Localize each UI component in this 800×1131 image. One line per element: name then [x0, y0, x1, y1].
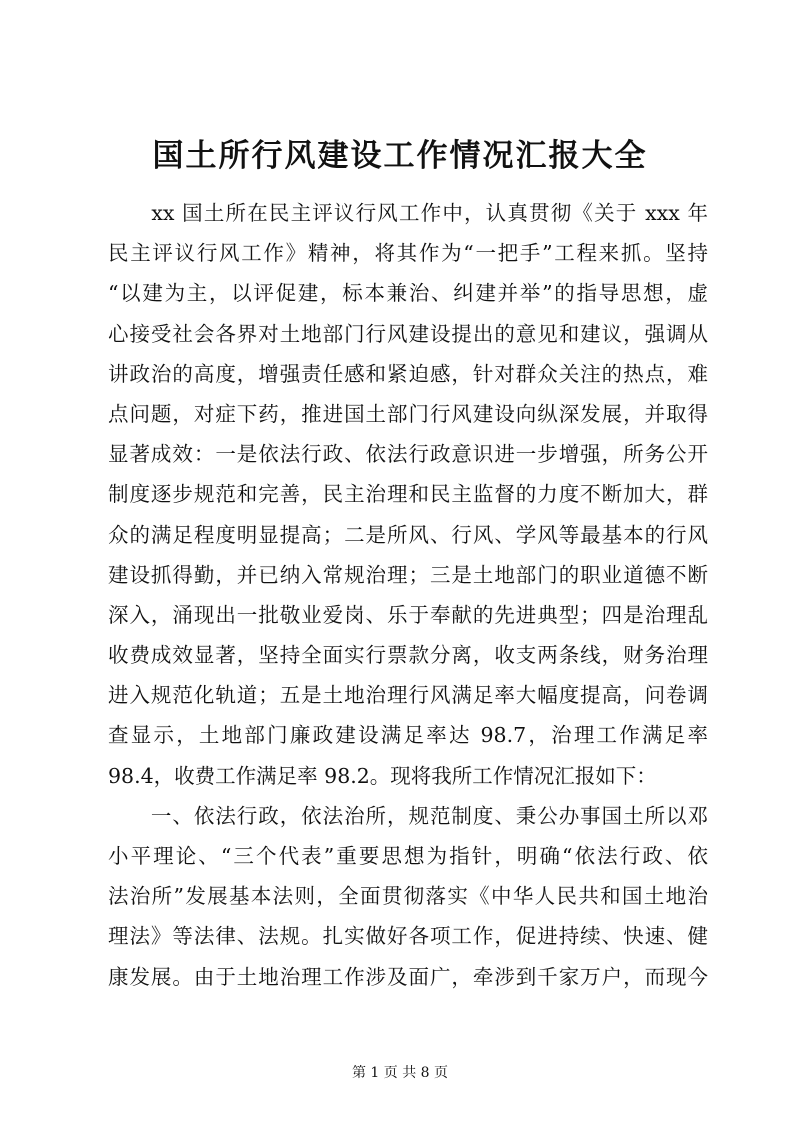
body-line: 民主评议行风工作》精神，将其作为“一把手”工程来抓。坚持: [108, 241, 708, 266]
body-line: 小平理论、“三个代表”重要思想为指针，明确“依法行政、依: [108, 844, 708, 868]
body-line: 讲政治的高度，增强责任感和紧迫感，针对群众关注的热点，难: [108, 361, 708, 386]
body-line: 点问题，对症下药，推进国土部门行风建设向纵深发展，并取得: [108, 401, 708, 426]
body-line: xx 国土所在民主评议行风工作中，认真贯彻《关于 xxx 年: [108, 201, 708, 225]
body-line: 进入规范化轨道；五是土地治理行风满足率大幅度提高，问卷调: [108, 683, 708, 708]
body-line: 显著成效：一是依法行政、依法行政意识进一步增强，所务公开: [108, 442, 708, 467]
body-line: 收费成效显著，坚持全面实行票款分离，收支两条线，财务治理: [108, 643, 708, 668]
body-line: 建设抓得勤，并已纳入常规治理；三是土地部门的职业道德不断: [108, 562, 708, 587]
body-line: 众的满足程度明显提高；二是所风、行风、学风等最基本的行风: [108, 522, 708, 547]
body-line: 深入，涌现出一批敬业爱岗、乐于奉献的先进典型；四是治理乱: [108, 602, 708, 627]
document-title: 国土所行风建设工作情况汇报大全: [152, 138, 648, 174]
body-line: “以建为主，以评促建，标本兼治、纠建并举”的指导思想，虚: [108, 281, 708, 306]
document-body: [108, 193, 708, 997]
body-line: 法治所”发展基本法则，全面贯彻落实《中华人民共和国土地治: [108, 884, 708, 909]
body-line: 心接受社会各界对土地部门行风建设提出的意见和建议，强调从: [108, 321, 708, 346]
body-line: 理法》等法律、法规。扎实做好各项工作，促进持续、快速、健: [108, 924, 708, 949]
page-footer: 第 1 页 共 8 页: [351, 1065, 449, 1081]
body-line: 制度逐步规范和完善，民主治理和民主监督的力度不断加大，群: [108, 482, 708, 507]
body-line: 查显示，土地部门廉政建设满足率达 98.7，治理工作满足率: [108, 723, 708, 748]
body-line: 康发展。由于土地治理工作涉及面广，牵涉到千家万户，而现今: [108, 964, 708, 989]
body-line: 98.4，收费工作满足率 98.2。现将我所工作情况汇报如下：: [108, 763, 657, 788]
body-line: 一、依法行政，依法治所，规范制度、秉公办事国土所以邓: [108, 803, 708, 828]
